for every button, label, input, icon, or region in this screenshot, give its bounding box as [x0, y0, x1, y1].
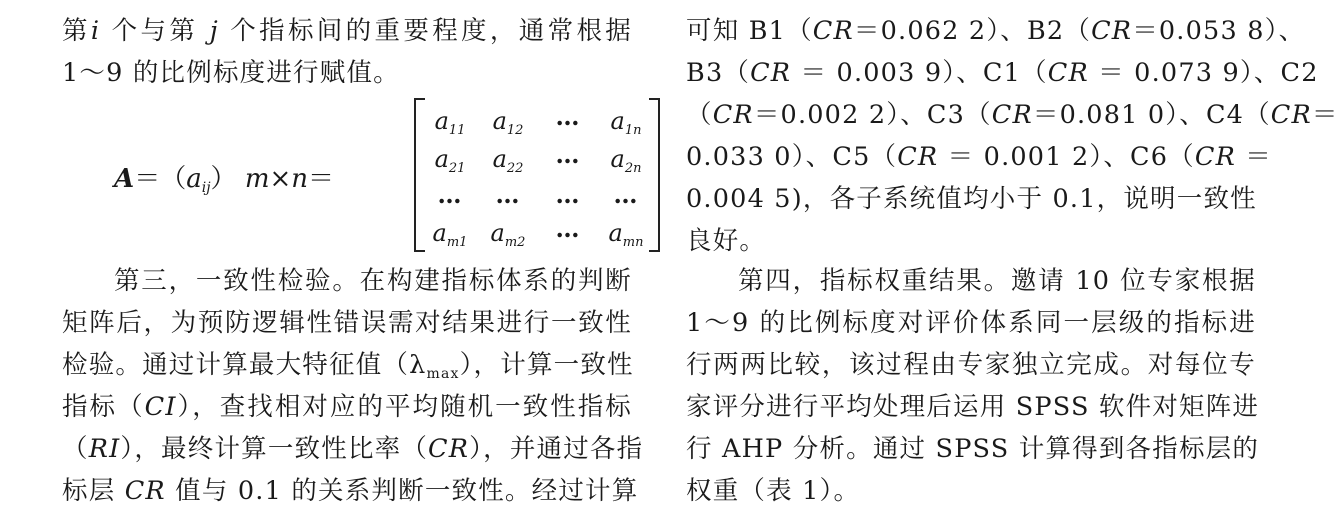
text-line: 可知 B1（CR＝0.062 2）、B2（CR＝0.053 8）、 [686, 16, 1306, 46]
text-line: 矩阵后，为预防逻辑性错误需对结果进行一致性 [62, 308, 632, 338]
matrix-cell: … [495, 180, 521, 209]
text-line: 检验。通过计算最大特征值$(\lambda_{max})$，计算一致性 [62, 350, 634, 382]
text-line: （CR＝0.002 2）、C3（CR＝0.081 0）、C4（CR＝ [686, 100, 1339, 130]
matrix-cell: $a_{12}$ [492, 107, 524, 138]
matrix-cell: $a_{m1}$ [432, 219, 468, 250]
text-line: 家评分进行平均处理后运用 SPSS 软件对矩阵进 [686, 392, 1260, 422]
text-line: 1～9 的比例标度对评价体系同一层级的指标进 [686, 308, 1256, 338]
matrix-cell: … [555, 180, 581, 209]
text-line: （RI），最终计算一致性比率（CR），并通过各指 [62, 434, 644, 464]
text-line: 第i 个与第 j 个指标间的重要程度，通常根据 [62, 16, 633, 46]
text-line: 第三，一致性检验。在构建指标体系的判断 [114, 266, 632, 296]
text-line: 良好。 [686, 226, 767, 256]
text-line: 0.004 5)，各子系统值均小于 0.1，说明一致性 [686, 184, 1257, 214]
text-line: 权重（表 1）。 [686, 476, 861, 506]
matrix-cell: $a_{2n}$ [610, 145, 642, 176]
text-line: 行 AHP 分析。通过 SPSS 计算得到各指标层的 [686, 434, 1260, 464]
matrix-cell: $a_{1n}$ [610, 107, 642, 138]
text-line: B3（CR ＝ 0.003 9）、C1（CR ＝ 0.073 9）、C2 [686, 58, 1319, 88]
matrix-cell: … [555, 140, 581, 169]
matrix-cell: … [613, 180, 639, 209]
matrix-cell: $a_{22}$ [492, 145, 524, 176]
text-line: 指标（CI），查找相对应的平均随机一致性指标 [62, 392, 632, 422]
text-line: 第四，指标权重结果。邀请 10 位专家根据 [738, 266, 1256, 296]
matrix-cell: $a_{21}$ [434, 145, 466, 176]
text-line: 标层 CR 值与 0.1 的关系判断一致性。经过计算 [62, 476, 639, 506]
matrix-cell: … [555, 102, 581, 131]
matrix-cell: … [555, 214, 581, 243]
matrix [414, 98, 660, 252]
text-line: 行两两比较，该过程由专家独立完成。对每位专 [686, 350, 1256, 380]
text-line: 0.033 0）、C5（CR ＝ 0.001 2）、C6（CR ＝ [686, 142, 1273, 172]
text-line: 1～9 的比例标度进行赋值。 [62, 58, 400, 88]
matrix-cell: … [437, 180, 463, 209]
equation-lhs: $A=(a_{ij})$ m×n＝ [114, 164, 335, 196]
matrix-cell: $a_{11}$ [434, 107, 466, 138]
matrix-cell: $a_{m2}$ [490, 219, 526, 250]
matrix-cell: $a_{mn}$ [608, 219, 644, 250]
